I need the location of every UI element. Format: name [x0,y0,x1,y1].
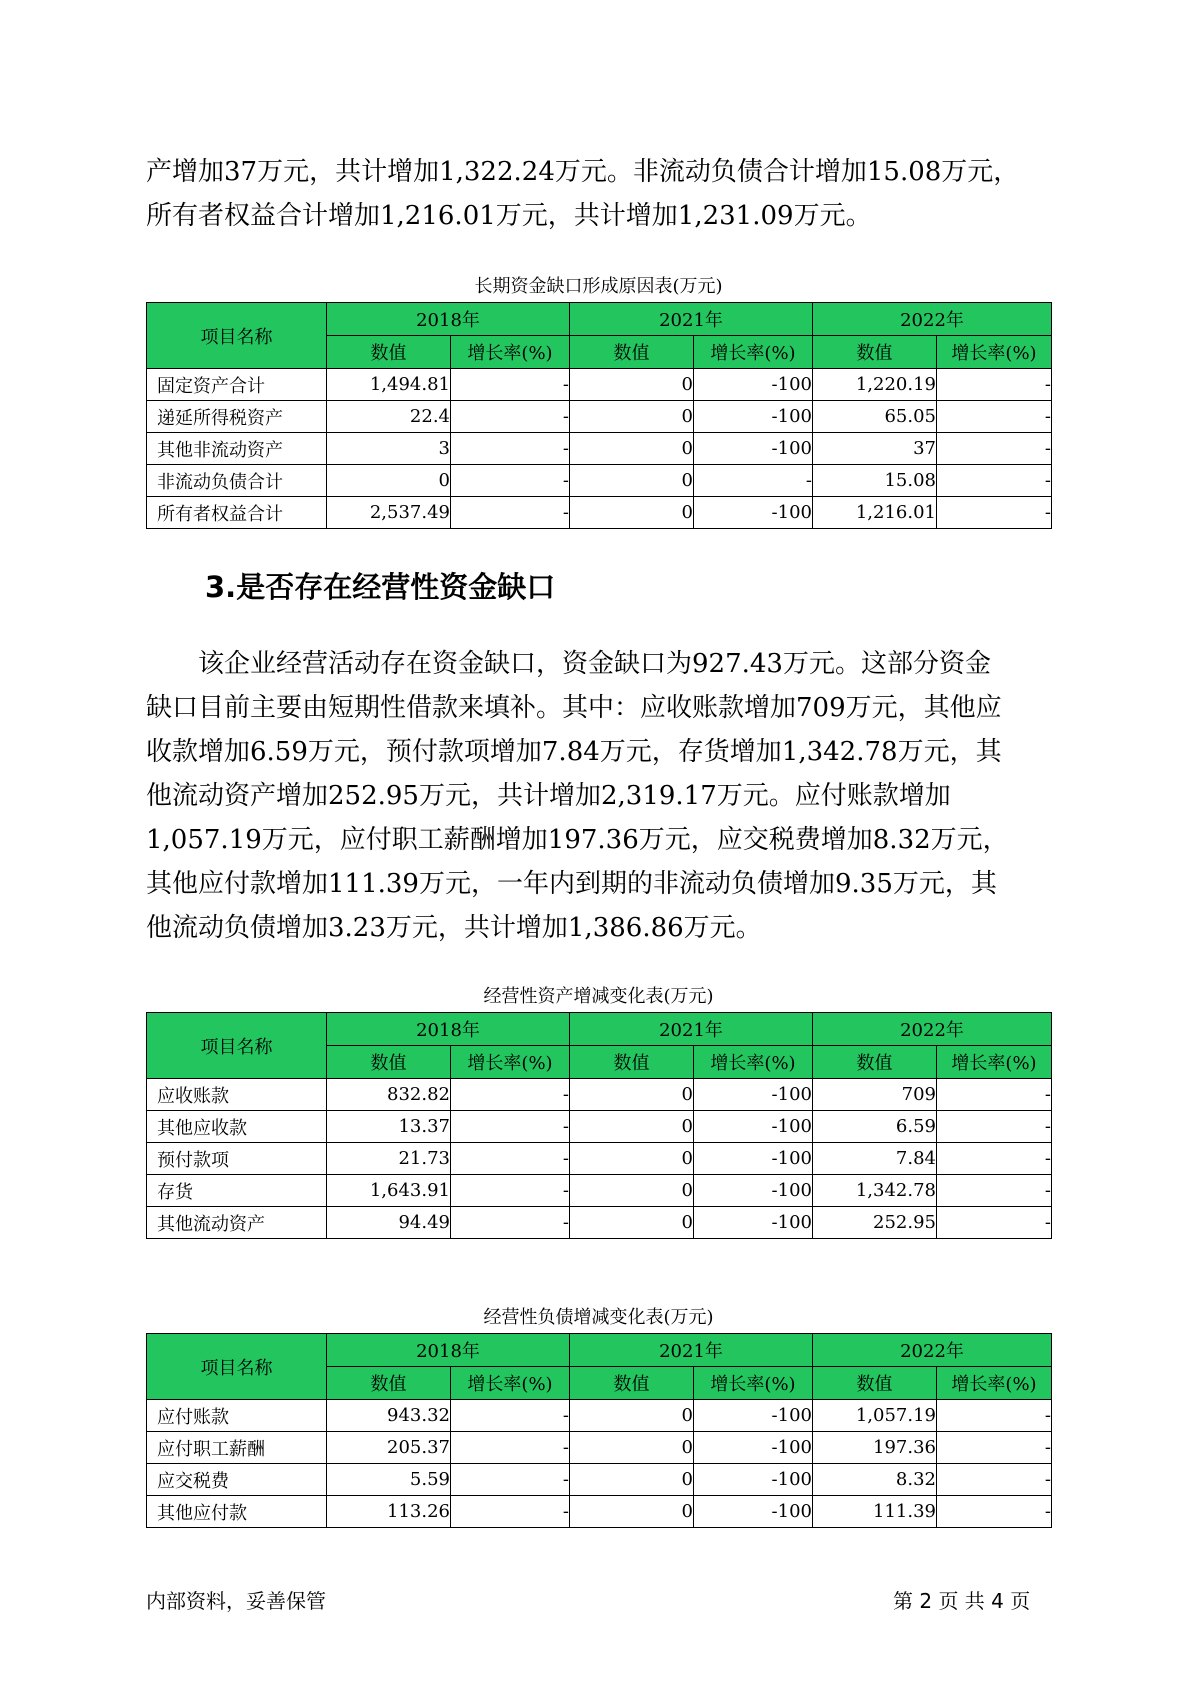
growth-rate-cell: - [451,1464,570,1496]
body-line: 该企业经营活动存在资金缺口，资金缺口为927.43万元。这部分资金 [146,649,991,679]
value-cell: 2,537.49 [327,497,451,529]
value-cell: 1,220.19 [813,369,937,401]
value-cell: 94.49 [327,1207,451,1239]
growth-rate-cell: -100 [694,1496,813,1528]
value-cell: 1,342.78 [813,1175,937,1207]
growth-rate-cell: - [937,1207,1052,1239]
table-row [147,1175,1052,1207]
row-name-cell: 其他非流动资产 [147,433,327,465]
table-row [147,497,1052,529]
table-row [147,1079,1052,1111]
table-row [147,465,1052,497]
body-line: 其他应付款增加111.39万元，一年内到期的非流动负债增加9.35万元，其 [146,869,997,899]
growth-rate-cell: -100 [694,1079,813,1111]
value-cell: 21.73 [327,1143,451,1175]
year-header: 2021年 [570,1334,813,1367]
value-header: 数值 [813,1367,937,1400]
table-row [147,1432,1052,1464]
row-name-cell: 递延所得税资产 [147,401,327,433]
growth-rate-header: 增长率(%) [451,1046,570,1079]
growth-rate-header: 增长率(%) [937,1367,1052,1400]
row-name-cell: 所有者权益合计 [147,497,327,529]
row-name-cell: 其他流动资产 [147,1207,327,1239]
row-name-cell: 固定资产合计 [147,369,327,401]
growth-rate-cell: -100 [694,1432,813,1464]
value-cell: 0 [570,401,694,433]
year-header: 2021年 [570,303,813,336]
growth-rate-header: 增长率(%) [694,1367,813,1400]
growth-rate-cell: - [451,433,570,465]
row-name-cell: 应付账款 [147,1400,327,1432]
row-name-cell: 其他应付款 [147,1496,327,1528]
value-cell: 113.26 [327,1496,451,1528]
table1 [146,302,1052,529]
growth-rate-cell: - [694,465,813,497]
growth-rate-cell: - [451,1079,570,1111]
year-header: 2022年 [813,1013,1052,1046]
footer-confidential-note: 内部资料，妥善保管 [146,1589,326,1613]
value-header: 数值 [327,1367,451,1400]
value-cell: 0 [570,369,694,401]
intro-paragraph [146,150,1051,238]
intro-line: 所有者权益合计增加1,216.01万元，共计增加1,231.09万元。 [146,201,872,231]
growth-rate-cell: -100 [694,1207,813,1239]
growth-rate-cell: - [937,1432,1052,1464]
growth-rate-header: 增长率(%) [694,1046,813,1079]
item-name-header: 项目名称 [147,1013,327,1079]
footer-page-number: 第 2 页 共 4 页 [893,1589,1031,1613]
value-cell: 15.08 [813,465,937,497]
growth-rate-cell: - [451,1400,570,1432]
value-cell: 1,216.01 [813,497,937,529]
growth-rate-cell: - [451,1432,570,1464]
value-cell: 3 [327,433,451,465]
value-cell: 0 [570,1464,694,1496]
growth-rate-cell: - [937,401,1052,433]
value-cell: 0 [570,1496,694,1528]
row-name-cell: 存货 [147,1175,327,1207]
growth-rate-header: 增长率(%) [451,336,570,369]
growth-rate-header: 增长率(%) [937,336,1052,369]
table-row [147,1400,1052,1432]
growth-rate-cell: - [937,1143,1052,1175]
value-cell: 943.32 [327,1400,451,1432]
value-header: 数值 [813,1046,937,1079]
value-cell: 22.4 [327,401,451,433]
row-name-cell: 其他应收款 [147,1111,327,1143]
growth-rate-cell: - [937,1175,1052,1207]
value-cell: 5.59 [327,1464,451,1496]
growth-rate-header: 增长率(%) [937,1046,1052,1079]
table-row [147,1111,1052,1143]
growth-rate-cell: - [937,1079,1052,1111]
growth-rate-cell: -100 [694,497,813,529]
year-header: 2022年 [813,303,1052,336]
body-line: 他流动资产增加252.95万元，共计增加2,319.17万元。应付账款增加 [146,781,951,811]
body-line: 他流动负债增加3.23万元，共计增加1,386.86万元。 [146,913,762,943]
growth-rate-cell: -100 [694,1175,813,1207]
value-cell: 8.32 [813,1464,937,1496]
growth-rate-cell: -100 [694,433,813,465]
row-name-cell: 应收账款 [147,1079,327,1111]
table1-caption: 长期资金缺口形成原因表(万元) [474,276,723,297]
value-cell: 0 [570,1111,694,1143]
year-header: 2022年 [813,1334,1052,1367]
value-cell: 111.39 [813,1496,937,1528]
table-row [147,401,1052,433]
row-name-cell: 应交税费 [147,1464,327,1496]
value-cell: 0 [570,1207,694,1239]
growth-rate-cell: - [451,1111,570,1143]
value-cell: 1,057.19 [813,1400,937,1432]
value-cell: 0 [570,1079,694,1111]
value-cell: 1,643.91 [327,1175,451,1207]
table-row [147,1207,1052,1239]
body-line: 收款增加6.59万元，预付款项增加7.84万元，存货增加1,342.78万元，其 [146,737,1002,767]
growth-rate-cell: - [937,497,1052,529]
value-header: 数值 [327,336,451,369]
body-line: 1,057.19万元，应付职工薪酬增加197.36万元，应交税费增加8.32万元， [146,825,1009,855]
table-row [147,1496,1052,1528]
growth-rate-cell: -100 [694,1400,813,1432]
growth-rate-cell: -100 [694,401,813,433]
year-header: 2018年 [327,1334,570,1367]
growth-rate-header: 增长率(%) [694,336,813,369]
table-header-row [147,1013,1052,1046]
year-header: 2021年 [570,1013,813,1046]
value-cell: 1,494.81 [327,369,451,401]
growth-rate-cell: - [451,1207,570,1239]
growth-rate-cell: - [451,465,570,497]
growth-rate-cell: -100 [694,1111,813,1143]
value-cell: 197.36 [813,1432,937,1464]
value-cell: 0 [570,1400,694,1432]
table-row [147,433,1052,465]
value-cell: 252.95 [813,1207,937,1239]
value-cell: 0 [570,465,694,497]
row-name-cell: 非流动负债合计 [147,465,327,497]
growth-rate-cell: - [451,497,570,529]
value-cell: 0 [570,1175,694,1207]
value-header: 数值 [570,1046,694,1079]
table3-caption: 经营性负债增减变化表(万元) [483,1307,714,1328]
value-cell: 6.59 [813,1111,937,1143]
growth-rate-cell: - [937,1111,1052,1143]
table-row [147,369,1052,401]
value-cell: 205.37 [327,1432,451,1464]
intro-line: 产增加37万元，共计增加1,322.24万元。非流动负债合计增加15.08万元， [146,157,1020,187]
growth-rate-cell: - [451,369,570,401]
growth-rate-cell: - [937,465,1052,497]
growth-rate-cell: - [937,1400,1052,1432]
item-name-header: 项目名称 [147,1334,327,1400]
growth-rate-header: 增长率(%) [451,1367,570,1400]
value-cell: 13.37 [327,1111,451,1143]
value-header: 数值 [327,1046,451,1079]
value-cell: 37 [813,433,937,465]
year-header: 2018年 [327,1013,570,1046]
growth-rate-cell: -100 [694,1143,813,1175]
growth-rate-cell: -100 [694,369,813,401]
growth-rate-cell: - [937,1464,1052,1496]
growth-rate-cell: - [451,1175,570,1207]
table-header-row [147,1334,1052,1367]
value-header: 数值 [570,336,694,369]
growth-rate-cell: - [451,1496,570,1528]
growth-rate-cell: - [451,1143,570,1175]
table-row [147,1464,1052,1496]
growth-rate-cell: - [937,1496,1052,1528]
row-name-cell: 应付职工薪酬 [147,1432,327,1464]
value-cell: 7.84 [813,1143,937,1175]
value-header: 数值 [813,336,937,369]
year-header: 2018年 [327,303,570,336]
growth-rate-cell: - [451,401,570,433]
item-name-header: 项目名称 [147,303,327,369]
value-cell: 0 [570,497,694,529]
table-header-row [147,303,1052,336]
growth-rate-cell: - [937,433,1052,465]
table-row [147,1143,1052,1175]
value-cell: 0 [570,433,694,465]
table3 [146,1333,1052,1528]
value-cell: 0 [570,1432,694,1464]
value-header: 数值 [570,1367,694,1400]
value-cell: 832.82 [327,1079,451,1111]
value-cell: 709 [813,1079,937,1111]
body-paragraph [146,642,1051,950]
section-heading: 3.是否存在经营性资金缺口 [205,570,556,604]
table2-caption: 经营性资产增减变化表(万元) [483,986,714,1007]
growth-rate-cell: -100 [694,1464,813,1496]
table2 [146,1012,1052,1239]
row-name-cell: 预付款项 [147,1143,327,1175]
value-cell: 65.05 [813,401,937,433]
value-cell: 0 [570,1143,694,1175]
body-line: 缺口目前主要由短期性借款来填补。其中：应收账款增加709万元，其他应 [146,693,1002,723]
growth-rate-cell: - [937,369,1052,401]
value-cell: 0 [327,465,451,497]
